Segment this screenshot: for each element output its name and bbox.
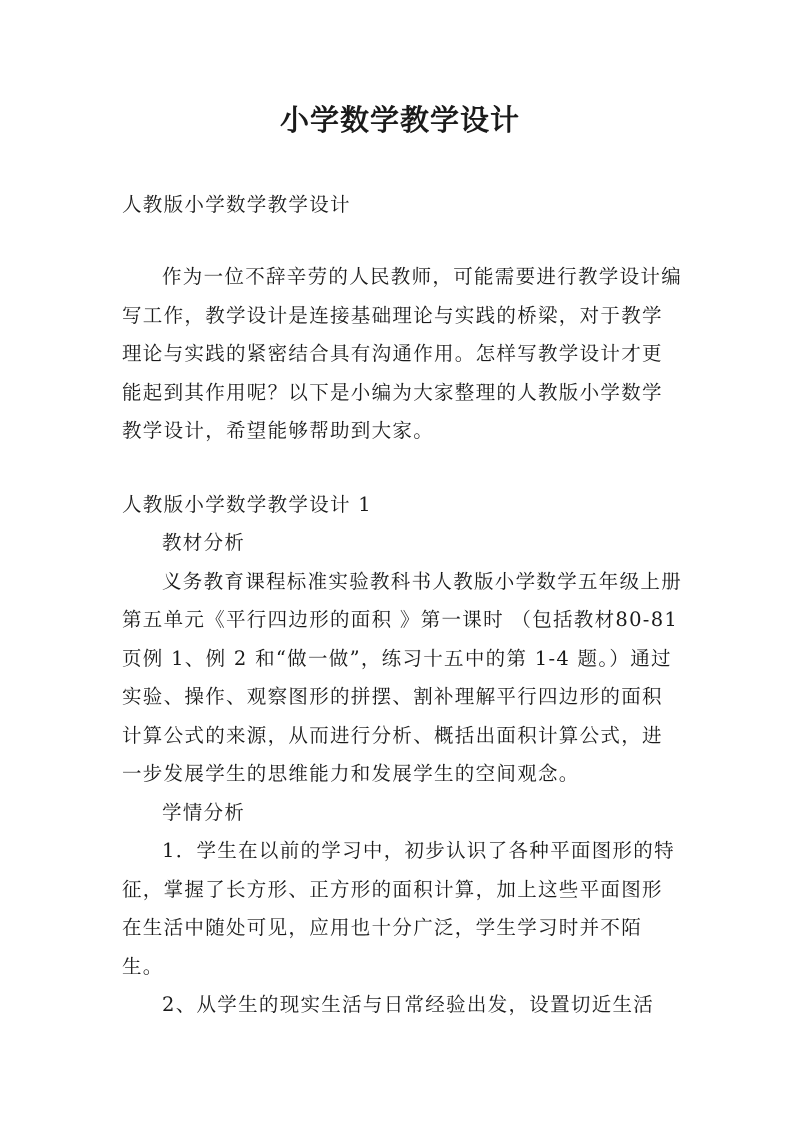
heading-student-analysis: 学情分析 (162, 800, 246, 824)
section-body (122, 524, 682, 1025)
material-analysis-paragraph: 义务教育课程标准实验教科书人教版小学数学五年级上册第五单元《平行四边形的面积 》第一课时 （包括教材80-81 页例 1、例 2 和“做一做”，练习十五中的第 1-4 题。）通过实验、操作、观察图形的拼摆、割补理解平行四边形的面积计算公式的来源，从而进行分析、概括出面积计算公式，进一步发展学生的思维能力和发展学生的空间观念。 (122, 569, 683, 785)
document-subtitle: 人教版小学数学教学设计 (122, 193, 351, 216)
intro-paragraph: 作为一位不辞辛劳的人民教师，可能需要进行教学设计编写工作，教学设计是连接基础理论与实践的桥梁，对于教学理论与实践的紧密结合具有沟通作用。怎样写教学设计才更能起到其作用呢？以下是小编为大家整理的人教版小学数学教学设计，希望能够帮助到大家。 (122, 265, 683, 442)
document-title: 小学数学教学设计 (279, 103, 520, 137)
student-point-1: 1．学生在以前的学习中，初步认识了各种平面图形的特征，掌握了长方形、正方形的面积计算，加上这些平面图形在生活中随处可见，应用也十分广泛，学生学习时并不陌生。 (122, 839, 675, 978)
section-title: 人教版小学数学教学设计 1 (122, 493, 373, 516)
student-point-2: 2、从学生的现实生活与日常经验出发，设置切近生活 (162, 993, 655, 1016)
heading-material-analysis: 教材分析 (162, 531, 246, 554)
